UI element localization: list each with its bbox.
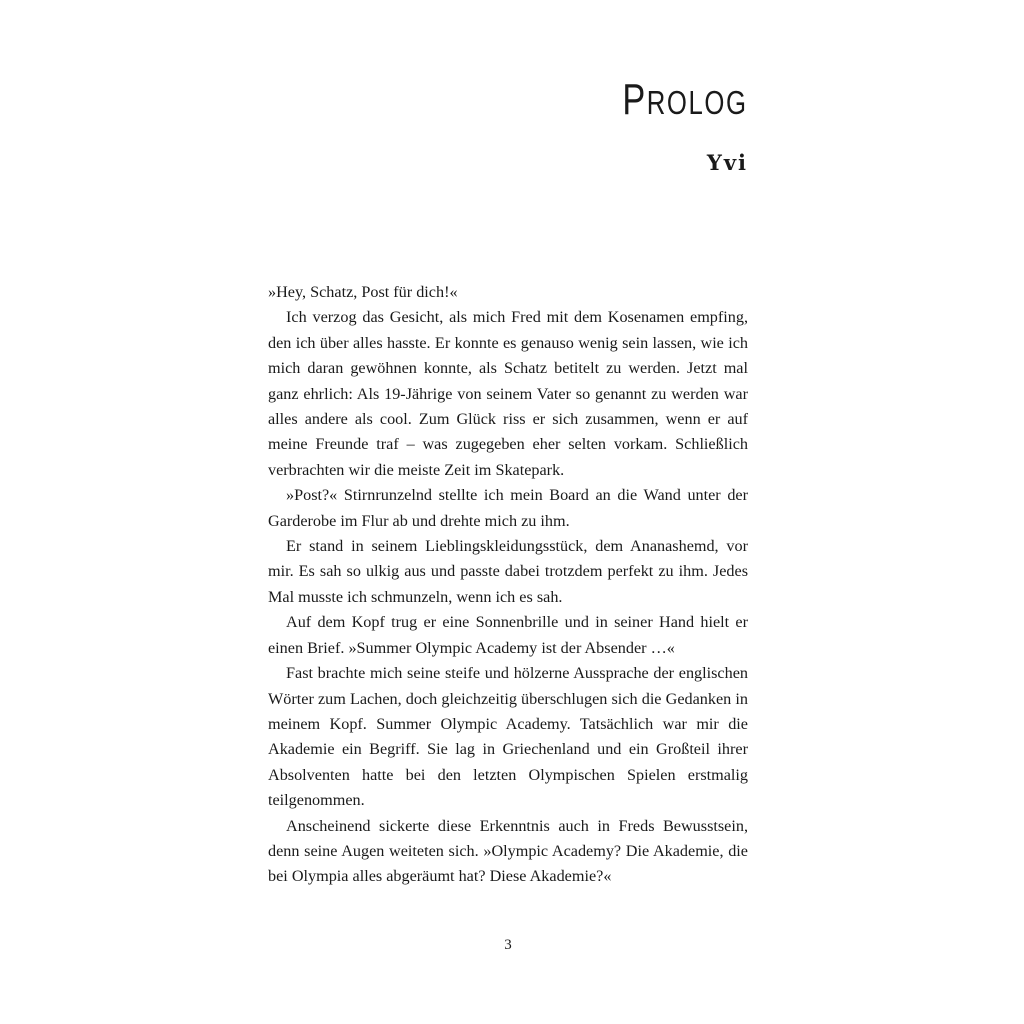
paragraph: Ich verzog das Gesicht, als mich Fred mit dem Kosenamen empfing, den ich über alles hasste. Er konnte es genauso wenig sein lassen, wie ich mich daran gewöhnen konnte, als Schatz betitelt zu werden. Jetzt mal ganz ehrlich: Als 19-Jährige von seinem Vater so genannt zu werden war alles andere als cool. Zum Glück riss er sich zusammen, wenn er auf meine Freunde traf – was zugegeben eher selten vorkam. Schließlich verbrachten wir die meiste Zeit im Skatepark. bbox=[268, 308, 748, 479]
chapter-title bbox=[622, 75, 748, 124]
paragraph: Er stand in seinem Lieblingskleidungsstück, dem Ananashemd, vor mir. Es sah so ulkig aus und passte dabei trotzdem perfekt zu ihm. Jedes Mal musste ich schmunzeln, wenn ich es sah. bbox=[268, 537, 748, 606]
chapter-title-initial: P bbox=[622, 75, 648, 124]
chapter-title-rest: ROLOG bbox=[647, 84, 748, 121]
paragraph: Anscheinend sickerte diese Erkenntnis auch in Freds Bewusstsein, denn seine Augen weiteten sich. »Olympic Academy? Die Akademie, die bei Olympia alles abgeräumt hat? Diese Akademie?« bbox=[268, 816, 748, 886]
paragraph: Fast brachte mich seine steife und hölzerne Aussprache der englischen Wörter zum Lachen, doch gleichzeitig überschlugen sich die Gedanken in meinem Kopf. Summer Olympic Academy. Tatsächlich war mir die Akademie ein Begriff. Sie lag in Griechenland und ein Großteil ihrer Absolventen hatte bei den letzten Olympischen Spielen erstmalig teilgenommen. bbox=[268, 664, 748, 810]
paragraph: »Post?« Stirnrunzelnd stellte ich mein Board an die Wand unter der Garderobe im Flur ab und drehte mich zu ihm. bbox=[268, 486, 748, 530]
body-text bbox=[268, 280, 748, 890]
paragraph: »Hey, Schatz, Post für dich!« bbox=[268, 283, 458, 301]
page-number: 3 bbox=[504, 937, 512, 953]
paragraph: Auf dem Kopf trug er eine Sonnenbrille und in seiner Hand hielt er einen Brief. »Summer Olympic Academy ist der Absender …« bbox=[268, 613, 748, 657]
chapter-pov-name: Yvi bbox=[706, 150, 748, 175]
